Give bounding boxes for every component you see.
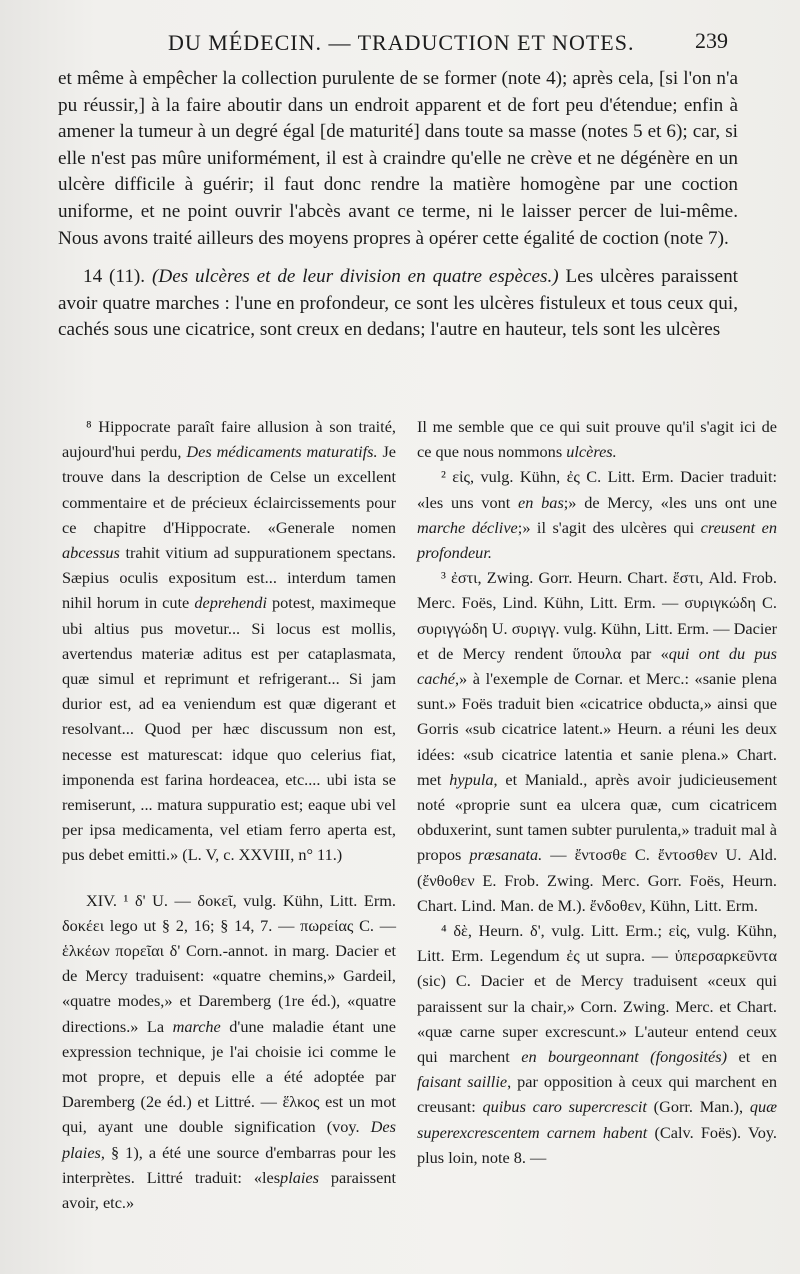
running-head: [58, 30, 748, 60]
footnote-4: ⁴ δὲ, Heurn. δ', vulg. Litt. Erm.; εἰς, vulg. Kühn, Litt. Erm. Legendum ἐς ut supra. — ὑπερσαρκεῦντα (sic) C. Dacier et de Mercy traduisent «ceux qui paraissent sur la chair,» Corn. Zwing. Merc. et Chart. «quæ carne super excrescunt.» L'auteur entend ceux qui marchent en bourgeonnant (fongosités) et en faisant saillie, par opposition à ceux qui marchent en creusant: quibus caro supercrescit (Gorr. Man.), quæ superexcrescentem carnem habent (Calv. Foës). Voy. plus loin, note 8. —: [417, 921, 778, 1167]
footnote-2: ² εἰς, vulg. Kühn, ἐς C. Litt. Erm. Dacier traduit: «les uns vont en bas;» de Mercy, «les uns ont une marche déclive;» il s'agit des ulcères qui creusent en profondeur.: [417, 467, 777, 563]
footnote-8: ⁸ Hippocrate paraît faire allusion à son traité, aujourd'hui perdu, Des médicaments maturatifs. Je trouve dans la description de Celse un excellent commentaire et de précieux éclaircissements pour ce chapitre d'Hippocrate. «Generale nomen abcessus trahit vitium ad suppurationem spectans. Sæpius oculis expositum est... interdum tamen nihil horum in cute deprehendi potest, maximeque ubi altius pus movetur... Si locus est mollis, avertendus materiæ aditus est per cataplasmata, quæ simul et reprimunt et refrigerant... Si jam durior est, ad ea veniendum est quæ digerant et resolvant... Quod per hæc discussum non est, necesse est maturescat: idque quo celerius fiat, imponenda est farina hordeacea, etc.... ubi ista se remiserunt, ... matura suppuratio est; eaque ubi vel per ipsa medicamenta, vel etiam ferro aperta est, pus debet emitti.» (L. V, c. XXVIII, n° 11.): [62, 417, 397, 865]
footnote-xiv-1: XIV. ¹ δ' U. — δοκεῖ, vulg. Kühn, Litt. Erm. δοκέει lego ut § 2, 16; § 14, 7. — πωρείας C. — ἑλκέων πορεῖαι δ' Corn.-annot. in marg. Dacier et de Mercy traduisent: «quatre chemins,» Gardeil, «quatre modes,» et Daremberg (1re éd.), «quatre directions.» La marche d'une maladie étant une expression technique, je l'ai choisie ici comme le mot propre, et depuis elle a été adoptée par Daremberg (2e éd.) et Littré. — ἕλκος est un mot qui, ayant une double signification (voy. Des plaies, § 1), a été une source d'embarras pour les interprètes. Littré traduit: «lesplaies paraissent avoir, etc.»: [62, 890, 396, 1213]
running-title: DU MÉDECIN. — TRADUCTION ET NOTES.: [168, 30, 635, 55]
footnotes-left-column: [62, 414, 396, 1215]
main-paragraph: et même à empêcher la collection purulente de se former (note 4); après cela, [si l'on n'a pu réussir,] à la faire aboutir dans un endroit apparent et de fort peu d'étendue; enfin à amener la tumeur à un degré égal [de maturité] dans toute sa masse (notes 5 et 6); car, si elle n'est pas mûre uniformément, il est à craindre qu'elle ne crève et ne dégénère en un ulcère difficile à guérir; il faut donc rendre la matière homogène par une coction uniforme, et ne point ouvrir l'abcès avant ce terme, ni le laisser percer de lui-même. Nous avons traité ailleurs des moyens propres à opérer cette égalité de coction (note 7).: [58, 68, 738, 249]
main-text: [58, 66, 738, 344]
page-number: 239: [695, 28, 728, 53]
footnotes-right-column: [417, 414, 777, 1170]
section-14-paragraph: [58, 264, 738, 344]
section-title: (Des ulcères et de leur division en quatre espèces.): [151, 266, 559, 288]
footnote-3: ³ ἐστι, Zwing. Gorr. Heurn. Chart. ἔστι, Ald. Frob. Merc. Foës, Lind. Kühn, Litt. Erm. — συριγκώδη C. συριγγώδη U. συριγγ. vulg. Kühn, Litt. Erm. — Dacier et de Mercy rendent ὕπουλα par «qui ont du pus caché,» à l'exemple de Cornar. et Merc.: «sanie plena sunt.» Foës traduit bien «cicatrice obducta,» ainsi que Gorris «sub cicatrice latent.» Heurn. a réuni les deux idées: «sub cicatrice latentia et sanie plena.» Chart. met hypula, et Maniald., après avoir judicieusement noté «proprie sunt ea ulcera quæ, cum cicatricem obduxerint, sunt tamen subter purulenta,» traduit mal à propos præsanata. — ἔντοσθε C. ἔντοσθεν U. Ald. (ἔνθοθεν E. Frob. Zwing. Merc. Gorr. Foës, Heurn. Chart. Lind. Man. de M.). ἔνδοθεν, Kühn, Litt. Erm.: [417, 568, 778, 915]
section-text: Les ulcères paraissent avoir quatre marches : l'une en profondeur, ce sont les ulcères fistuleux et tous ceux qui, cachés sous une cicatrice, sont creux en dedans; l'autre en hauteur, tels sont les ulcères: [58, 266, 738, 341]
section-number: 14 (11).: [83, 266, 146, 288]
footnote-continuation: Il me semble que ce qui suit prouve qu'il s'agit ici de ce que nous nommons ulcères.: [417, 417, 777, 462]
